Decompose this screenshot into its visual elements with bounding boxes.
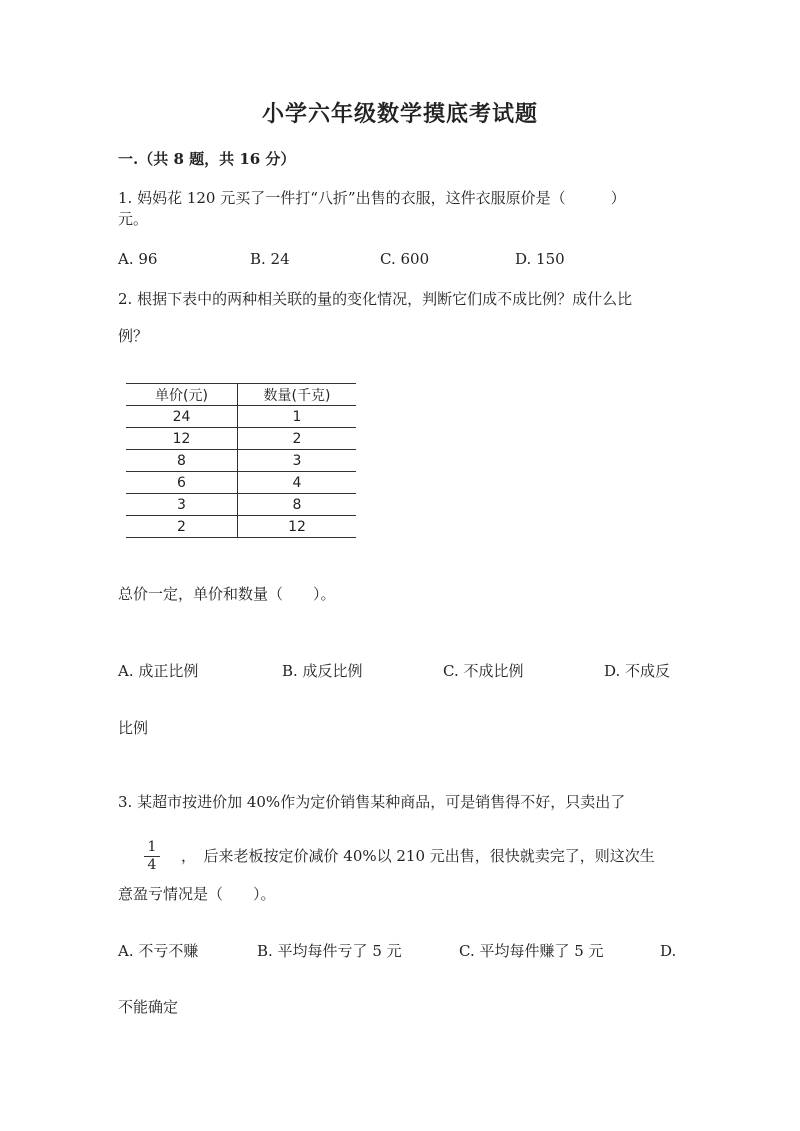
q2-option-d: D. 不成反 [604,662,671,680]
q3-option-d-cont: 不能确定 [118,998,179,1016]
q2-option-a: A. 成正比例 [118,662,199,680]
q1-option-d: D. 150 [515,250,565,268]
q2-option-c: C. 不成比例 [443,662,524,680]
q1-option-b: B. 24 [250,250,290,268]
question-2-text: 2. 根据下表中的两种相关联的量的变化情况，判断它们成不成比例？成什么比 [118,290,633,308]
question-1-text-cont: 元。 [118,210,149,228]
question-3-text-cont2: 意盈亏情况是（ ）。 [118,885,276,903]
fraction-numerator: 1 [147,839,157,855]
table-row [126,428,356,450]
page-title: 小学六年级数学摸底考试题 [261,101,538,127]
q2-option-d-cont: 比例 [118,719,149,737]
table-row [126,516,356,538]
price-quantity-table [126,383,356,538]
table-cell-quantity: 3 [238,450,357,472]
question-2-prompt: 总价一定，单价和数量（ ）。 [118,585,336,603]
table-cell-quantity: 12 [238,516,357,538]
question-3-text: 3. 某超市按进价加 40%作为定价销售某种商品，可是销售得不好，只卖出了 [118,793,626,811]
table-row [126,450,356,472]
table-row [126,494,356,516]
q2-option-b: B. 成反比例 [282,662,363,680]
table-cell-quantity: 4 [238,472,357,494]
question-2-text-cont: 例？ [118,327,149,345]
q3-option-a: A. 不亏不赚 [118,942,199,960]
table-cell-quantity: 2 [238,428,357,450]
table-header-quantity: 数量(千克) [238,384,357,406]
table-row [126,406,356,428]
table-header-price: 单价(元) [126,384,238,406]
fraction-denominator: 4 [147,857,157,873]
question-1-text: 1. 妈妈花 120 元买了一件打“八折”出售的衣服，这件衣服原价是（ ） [118,189,626,207]
table-cell-price: 6 [126,472,238,494]
table-cell-quantity: 1 [238,406,357,428]
table-cell-quantity: 8 [238,494,357,516]
section-heading: 一.（共 8 题，共 16 分） [118,150,296,168]
table-cell-price: 24 [126,406,238,428]
table-cell-price: 8 [126,450,238,472]
q3-option-c: C. 平均每件赚了 5 元 [459,942,604,960]
table-row [126,472,356,494]
table-cell-price: 2 [126,516,238,538]
table-cell-price: 3 [126,494,238,516]
q1-option-c: C. 600 [380,250,430,268]
q1-option-a: A. 96 [118,250,158,268]
table-header-row [126,384,356,406]
table-cell-price: 12 [126,428,238,450]
q3-option-b: B. 平均每件亏了 5 元 [257,942,402,960]
fraction-one-quarter [141,839,163,874]
question-3-text-cont: ， 后来老板按定价减价 40%以 210 元出售，很快就卖完了，则这次生 [181,847,655,865]
q3-option-d: D. [660,942,677,960]
